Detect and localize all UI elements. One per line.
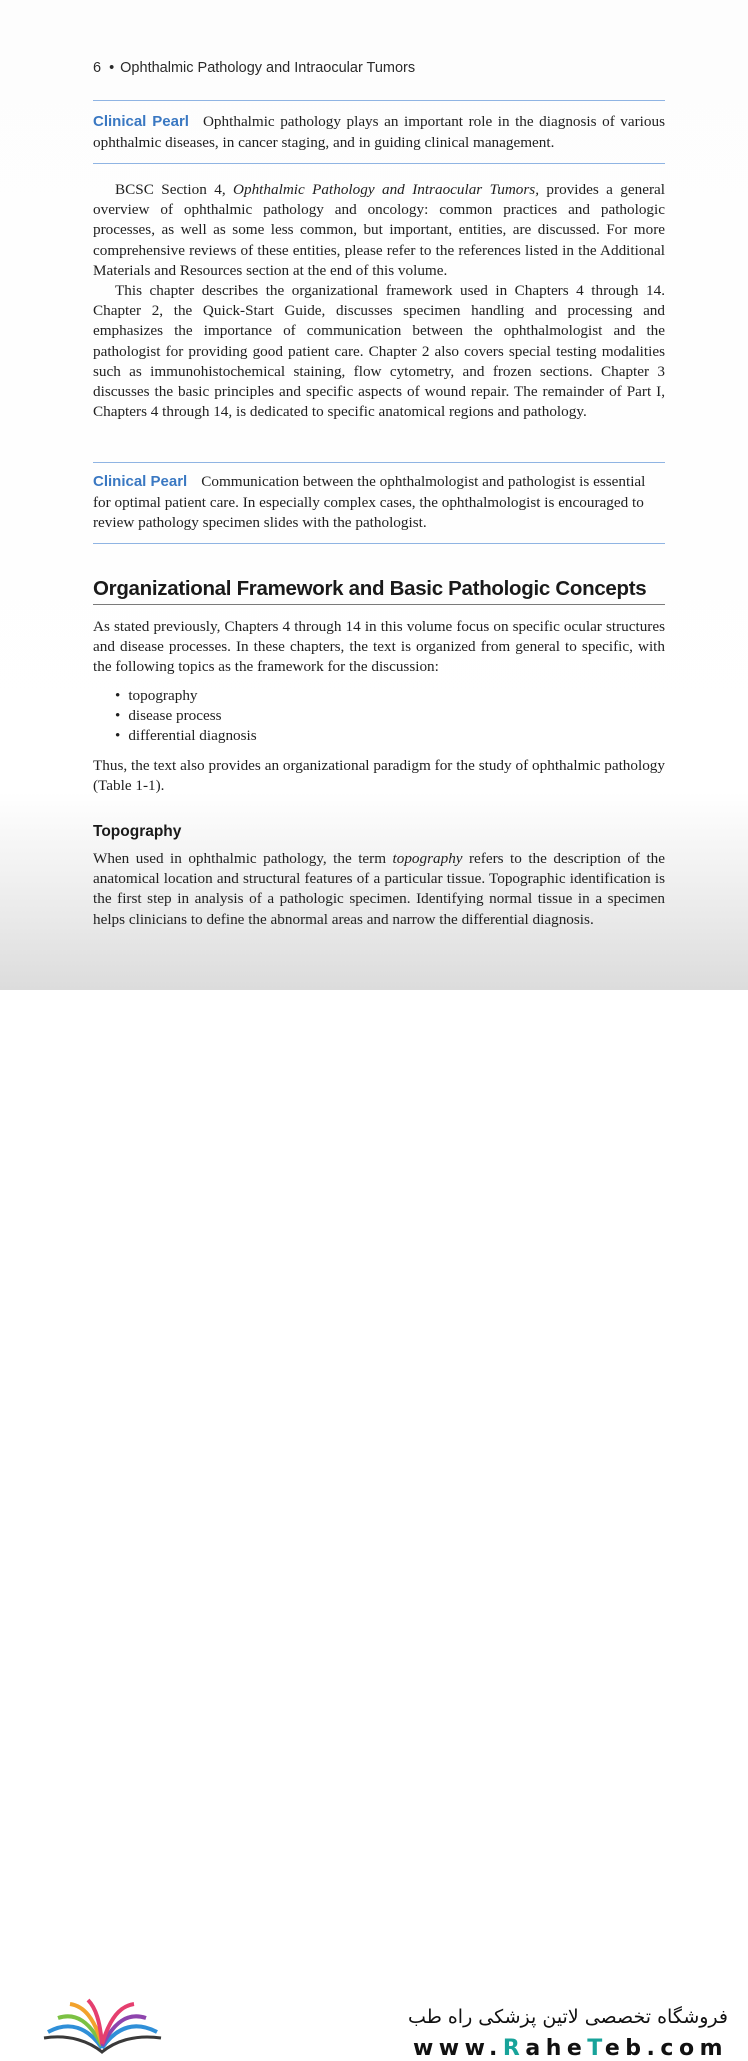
topography-text xyxy=(93,849,665,930)
clinical-pearl-text: Communication between the ophthalmologist and pathologist is essential for optimal patient care. In especially complex cases, the ophthalmologist is encouraged to review pathology specimen slides with the pathologist. xyxy=(93,473,646,531)
intro-text xyxy=(93,180,665,422)
book-page xyxy=(0,0,748,990)
running-head xyxy=(93,60,415,76)
store-url[interactable]: www.RaheTeb.com xyxy=(412,2036,728,2061)
subsection-heading: Topography xyxy=(93,823,182,840)
clinical-pearl-box-2 xyxy=(93,462,665,544)
list-item: • disease process xyxy=(115,706,257,726)
page-number: 6 xyxy=(93,60,102,76)
clinical-pearl-text: Ophthalmic pathology plays an important role in the diagnosis of various ophthalmic diseases, in cancer staging, and in guiding clinical management. xyxy=(93,113,666,151)
clinical-pearl-tag: Clinical Pearl xyxy=(93,473,188,490)
section-paragraph-1: As stated previously, Chapters 4 through 14 in this volume focus on specific ocular structures and disease processes. In these chapters, the text is organized from general to specific, with the following topics as the framework for the discussion: xyxy=(93,618,665,676)
store-footer xyxy=(0,990,748,2061)
list-item: • differential diagnosis xyxy=(115,726,257,746)
bullet-separator-icon: • xyxy=(109,60,115,76)
list-item: • topography xyxy=(115,686,257,706)
section-heading: Organizational Framework and Basic Pathologic Concepts xyxy=(93,577,665,605)
open-book-logo-icon xyxy=(40,1998,165,2058)
section-paragraph-2: Thus, the text also provides an organizational paradigm for the study of ophthalmic pathology (Table 1-1). xyxy=(93,757,665,795)
clinical-pearl-tag: Clinical Pearl xyxy=(93,113,189,130)
store-name: فروشگاه تخصصی لاتین پزشکی راه طب xyxy=(408,2006,728,2028)
intro-paragraph-1: BCSC Section 4, Ophthalmic Pathology and Intraocular Tumors, provides a general overview of ophthalmic pathology and oncology: common practices and pathologic processes, as well as some less common, but important, entities, are discussed. For more comprehensive reviews of these entities, please refer to the references listed in the Additional Materials and Resources section at the end of this volume. xyxy=(93,181,665,279)
section-closing xyxy=(93,756,665,796)
clinical-pearl-box-1 xyxy=(93,100,665,164)
book-title: Ophthalmic Pathology and Intraocular Tumors xyxy=(120,60,416,76)
section-intro xyxy=(93,617,665,678)
topic-list xyxy=(115,686,257,747)
intro-paragraph-2: This chapter describes the organizational framework used in Chapters 4 through 14. Chapter 2, the Quick-Start Guide, discusses specimen handling and processing and emphasizes the importance of communication between the ophthalmologist and the pathologist for providing good patient care. Chapter 2 also covers special testing modalities such as immunohistochemical staining, flow cytometry, and frozen sections. Chapter 3 discusses the basic principles and specific aspects of wound repair. The remainder of Part I, Chapters 4 through 14, is dedicated to specific anatomical regions and pathology. xyxy=(93,282,665,421)
topography-paragraph: When used in ophthalmic pathology, the term topography refers to the description of the anatomical location and structural features of a particular tissue. Topographic identification is the first step in analysis of a pathologic specimen. Identifying normal tissue in a specimen helps clinicians to define the abnormal areas and narrow the differential diagnosis. xyxy=(93,850,665,928)
